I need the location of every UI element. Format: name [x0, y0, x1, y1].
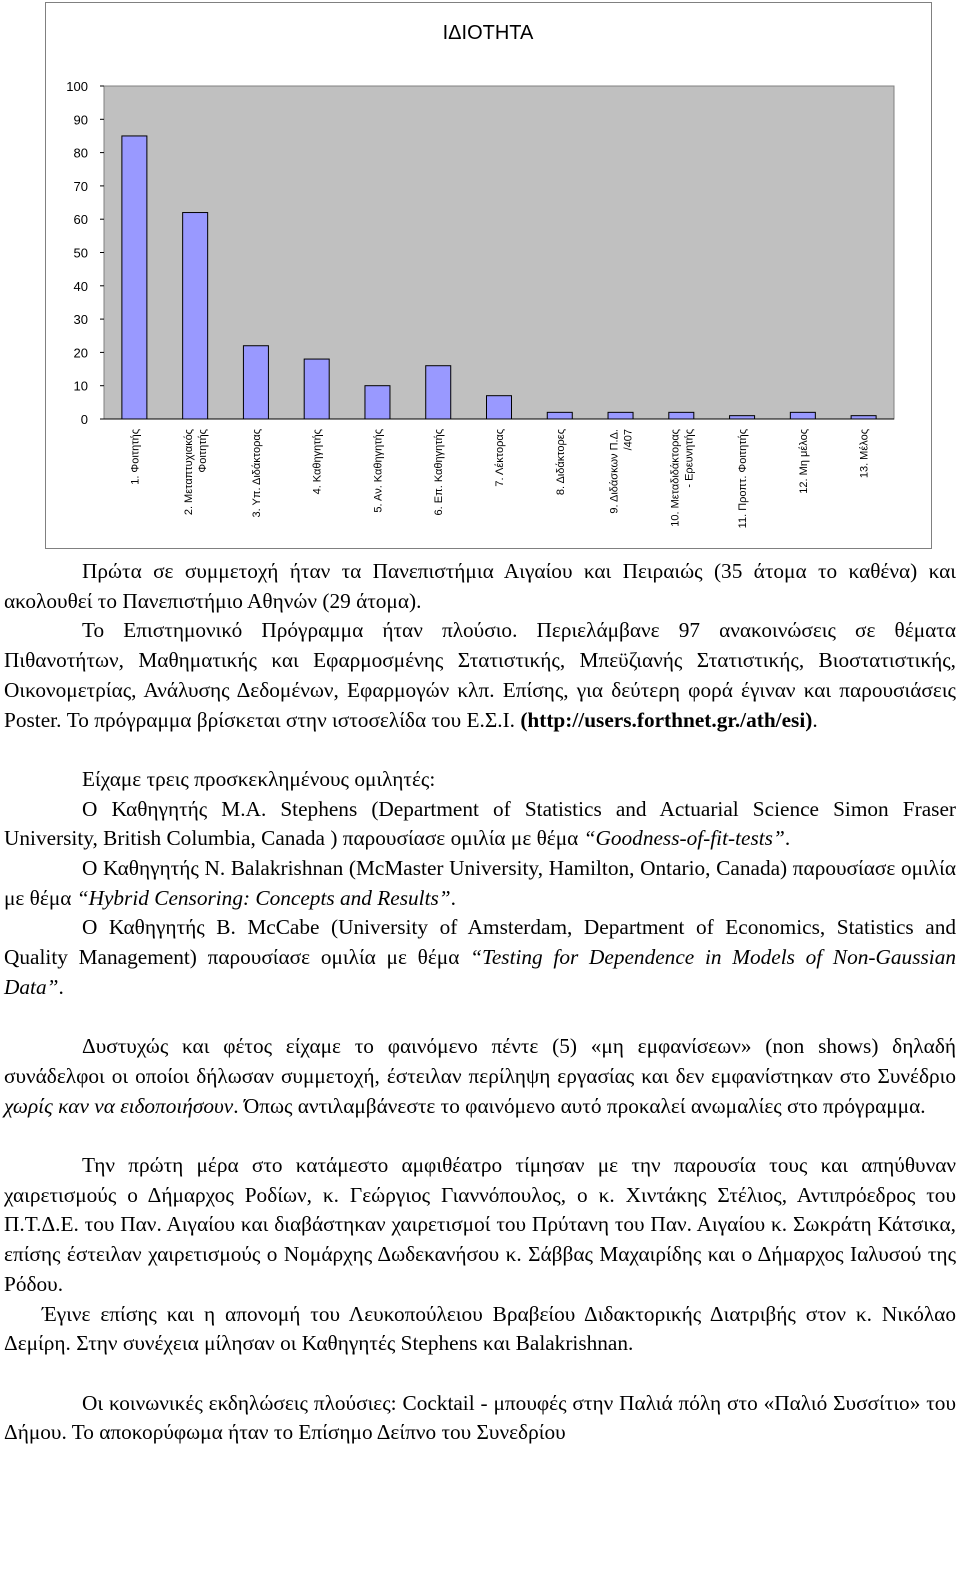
mccabe-talk-title: “Testing for Dependence in Models of Non-Gaussian Data”: [4, 945, 956, 999]
y-tick-label: 0: [80, 412, 88, 427]
category-label: [859, 429, 871, 478]
category-label-line: 12. Μη μέλος: [797, 429, 810, 494]
stephens-text-end: .: [784, 826, 791, 851]
no-shows-text: Δυστυχώς και φέτος είχαμε το φαινόμενο πέντε (5) «μη εμφανίσεων» (non shows) δηλαδή συνάδελφοι οι οποίοι δήλωσαν συμμετοχή, έστειλαν περίληψη εργασίας και δεν εμφανίστηκαν στο Συνέδριο: [4, 1034, 956, 1088]
program-text: Το Επιστημονικό Πρόγραμμα ήταν πλούσιο. Περιελάμβανε 97 ανακοινώσεις σε θέματα Πιθανοτήτων, Μαθηματικής και Εφαρμοσμένης Στατιστικής, Μπεϋζιανής Στατιστικής, Βιοστατιστικής, Οικονομετρίας, Ανάλυσης Δεδομένων, Εφαρμογών κλπ. Επίσης, για δεύτερη φορά έγιναν και παρουσιάσεις Poster. Το πρόγραμμα βρίσκεται στην ιστοσελίδα του Ε.Σ.Ι.: [4, 618, 956, 732]
category-label-line: 5. Αν. Καθηγητής: [372, 429, 385, 513]
category-label: [183, 429, 209, 515]
bar: [547, 412, 572, 419]
y-tick-label: 80: [73, 145, 88, 161]
no-shows-emphasis: χωρίς καν να ειδοποιήσουν: [4, 1093, 234, 1118]
category-label-line: 1. Φοιτητής: [129, 429, 142, 485]
bar: [608, 412, 633, 419]
paragraph-social: [4, 1389, 956, 1448]
bar: [669, 412, 694, 419]
participation-text: Πρώτα σε συμμετοχή ήταν τα Πανεπιστήμια Αιγαίου και Πειραιώς (35 άτομα το καθένα) και ακολουθεί το Πανεπιστήμιο Αθηνών (29 άτομα).: [4, 559, 956, 613]
paragraph-program: [4, 616, 956, 735]
category-label: [312, 429, 324, 494]
category-label-line: 13. Μέλος: [858, 429, 871, 479]
category-label: [669, 429, 695, 527]
category-label-line: - Ερευνητής: [683, 429, 696, 488]
bar: [304, 359, 329, 419]
invited-speakers-text: Είχαμε τρεις προσκεκλημένους ομιλητές:: [82, 766, 436, 791]
mccabe-text: Ο Καθηγητής B. McCabe (University of Amsterdam, Department of Economics, Statistics and Quality Management) παρουσίασε ομιλία με θέμα: [4, 915, 956, 970]
category-label-line: 7. Λέκτορας: [494, 429, 506, 487]
category-label-line: 8. Διδάκτορες: [554, 429, 567, 496]
chart-svg: [46, 3, 931, 548]
category-label-line: 4. Καθηγητής: [311, 429, 324, 495]
category-label: [798, 429, 810, 494]
opening-day-text: Την πρώτη μέρα στο κατάμεστο αμφιθέατρο τίμησαν με την παρουσία τους και απηύθυναν χαιρετισμούς ο Δήμαρχος Ροδίων, κ. Γεώργιος Γιαννόπουλος, ο κ. Χιντάκης Στέλιος, Αντιπρόεδρος του Π.Τ.Δ.Ε. του Παν. Αιγαίου και διαβάστηκαν χαιρετισμοί του Πρύτανη του Παν. Αιγαίου κ. Σωκράτη Κάτσικα, επίσης έστειλαν χαιρετισμούς ο Νομάρχης Δωδεκανήσου κ. Σάββας Μαχαιρίδης και ο Δήμαρχος Ιαλυσού της Ρόδου.: [4, 1153, 956, 1296]
y-tick-label: 10: [73, 378, 88, 394]
y-tick-label: 100: [66, 79, 88, 94]
category-label-line: 2. Μεταπτυχιακός: [183, 429, 196, 516]
category-label: [555, 429, 567, 495]
category-label-line: 9. Διδάσκων Π.Δ.: [608, 429, 621, 514]
category-label: [737, 429, 749, 528]
bar: [790, 412, 815, 419]
mccabe-text-end: .: [58, 974, 64, 999]
program-text-end: .: [812, 707, 818, 732]
paragraph-no-shows: [4, 1032, 956, 1121]
paragraph-mccabe: [4, 913, 956, 1002]
bar: [426, 366, 451, 419]
category-label: [494, 429, 506, 487]
y-tick-label: 40: [73, 278, 88, 294]
category-label: [129, 429, 141, 485]
y-tick-label: 60: [73, 212, 88, 228]
paragraph-opening: [4, 1151, 956, 1300]
y-tick-label: 70: [73, 178, 88, 194]
social-events-text: Οι κοινωνικές εκδηλώσεις πλούσιες: Cocktail - μπουφές στην Παλιά πόλη στο «Παλιό Συσσίτιο» του Δήμου. Το αποκορύφωμα ήταν το Επίσημο Δείπνο του Συνεδρίου: [4, 1390, 956, 1445]
category-label-line: 10. Μεταδιδάκτορας: [669, 429, 682, 527]
bar: [183, 213, 208, 419]
category-label-line: /407: [622, 429, 635, 451]
bar: [730, 416, 755, 419]
balakrishnan-talk-title: “Hybrid Censoring: Concepts and Results”: [76, 885, 451, 910]
no-shows-text-end: . Όπως αντιλαμβάνεστε το φαινόμενο αυτό προκαλεί ανωμαλίες στο πρόγραμμα.: [233, 1093, 926, 1118]
article-body: [4, 557, 956, 1448]
y-tick-label: 50: [73, 245, 88, 261]
paragraph-balakrishnan: [4, 854, 956, 913]
category-label-line: Φοιτητής: [197, 429, 210, 473]
bar: [365, 386, 390, 419]
category-label: [433, 429, 445, 515]
stephens-text: Ο Καθηγητής M.A. Stephens (Department of Statistics and Actuarial Science Simon Fraser University, British Columbia, Canada ) παρουσίασε ομιλία με θέμα: [4, 796, 956, 851]
bar: [487, 396, 512, 419]
bar: [122, 136, 147, 419]
bar: [851, 416, 876, 419]
balakrishnan-text-end: .: [450, 885, 456, 910]
paragraph-invited: [4, 765, 956, 795]
stephens-talk-title: “Goodness-of-fit-tests”: [583, 826, 785, 851]
category-label-line: 6. Επ. Καθηγητής: [433, 429, 446, 516]
y-tick-label: 30: [73, 312, 88, 328]
bar: [243, 346, 268, 419]
y-tick-label: 20: [73, 345, 88, 361]
plot-area: [104, 86, 894, 419]
chart-title: ΙΔΙΟΤΗΤΑ: [442, 22, 534, 44]
category-label: [251, 429, 263, 517]
bar-chart: [45, 2, 932, 549]
esi-link[interactable]: (http://users.forthnet.gr./ath/esi): [520, 707, 813, 732]
paragraph-award: [4, 1300, 956, 1359]
balakrishnan-text: Ο Καθηγητής N. Balakrishnan (McMaster University, Hamilton, Ontario, Canada) παρουσίασε ομιλία με θέμα: [4, 856, 956, 910]
category-label: [609, 429, 635, 514]
category-label-line: 3. Υπ. Διδάκτορας: [250, 429, 263, 518]
category-label: [372, 429, 384, 513]
paragraph-stephens: [4, 795, 956, 854]
award-text: Έγινε επίσης και η απονομή του Λευκοπούλειου Βραβείου Διδακτορικής Διατριβής στον κ. Νικόλαο Δεμίρη. Στην συνέχεια μίλησαν οι Καθηγητές Stephens και Balakrishnan.: [4, 1301, 956, 1356]
y-tick-label: 90: [73, 112, 88, 128]
paragraph-participation: [4, 557, 956, 616]
category-label-line: 11. Προπτ. Φοιτητής: [737, 429, 750, 529]
